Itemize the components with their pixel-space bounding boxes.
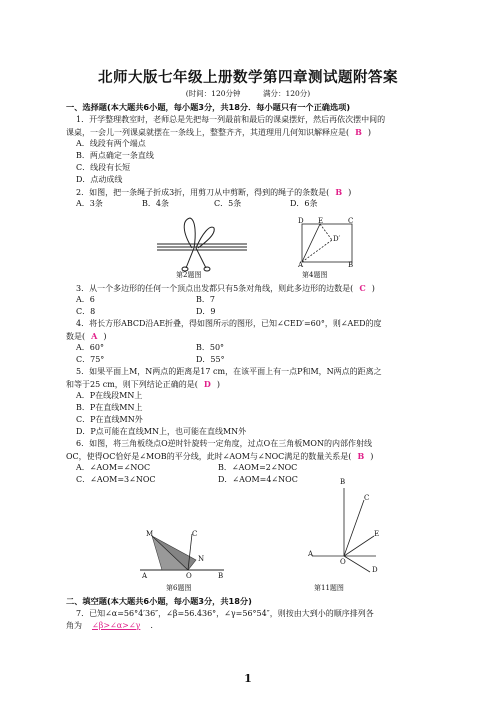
fig4-label-a: A — [298, 261, 304, 269]
q6-option-a: A．∠AOM=∠NOC — [76, 463, 151, 472]
figure-11-caption: 第11题图 — [314, 584, 344, 592]
section-2-heading: 二、填空题(本大题共6小题，每小题3分，共18分) — [66, 596, 252, 606]
q5-option-a: A．P在线段MN上 — [76, 391, 143, 400]
q6-option-b: B．∠AOM=2∠NOC — [218, 463, 298, 472]
q2-answer: B — [335, 187, 343, 197]
q5-line2: 和等于25 cm，则下列结论正确的是( D ) — [66, 379, 220, 389]
fig11-label-b: B — [340, 478, 346, 486]
fig4-label-e: E — [318, 217, 324, 225]
q6-line2: OC，使得OC恰好是∠MOB的平分线，此时∠AOM与∠NOC满足的数量关系是( B ) — [66, 451, 374, 461]
q6-line1: 6．如图，将三角板绕点O逆时针旋转一定角度，过点O在三角板MON的内部作射线 — [76, 439, 372, 448]
q5-option-c: C．P在直线MN外 — [76, 415, 143, 424]
q2-option-d: D．6条 — [290, 199, 318, 208]
q3-option-a: A．6 — [76, 295, 95, 304]
q3-answer: C — [359, 283, 366, 293]
q6-option-c: C．∠AOM=3∠NOC — [76, 475, 156, 484]
q1-line1: 1．开学整理教室时，老师总是先把每一列最前和最后的课桌摆好，然后再依次摆中间的 — [76, 115, 386, 124]
figure-4-caption: 第4题图 — [302, 271, 328, 279]
q6-option-d: D．∠AOM=4∠NOC — [218, 475, 298, 484]
q7-line1: 7．已知∠α=56°4′36″，∠β=56.436°，∠γ=56°54″，则按由大到小的顺序排列各 — [76, 609, 374, 618]
q3-option-b: B．7 — [196, 295, 215, 304]
q4-line1: 4．将长方形ABCD沿AE折叠，得如图所示的图形，已知∠CED′=60°，则∠AED的度 — [76, 319, 382, 328]
q1-option-b: B．两点确定一条直线 — [76, 151, 154, 160]
q5-answer: D — [203, 379, 211, 389]
fig4-label-c: C — [348, 217, 354, 225]
q2-text: 2．如图，把一条绳子折成3折，用剪刀从中剪断，得到的绳子的条数是( B ) — [76, 187, 352, 197]
q4-option-b: B．50° — [196, 343, 225, 352]
q1-answer: B — [355, 127, 362, 137]
q4-line2: 数是( A ) — [66, 331, 107, 341]
figure-2-caption: 第2题图 — [176, 271, 202, 279]
q2-option-b: B．4条 — [142, 199, 169, 208]
fig6-label-c: C — [192, 530, 198, 538]
q3-option-c: C．8 — [76, 307, 96, 316]
q2-option-c: C．5条 — [214, 199, 242, 208]
section-1-heading: 一、选择题(本大题共6小题，每小题3分，共18分．每小题只有一个正确选项) — [66, 102, 351, 112]
q5-option-d: D．P点可能在直线MN上，也可能在直线MN外 — [76, 427, 247, 436]
fig11-label-e: E — [374, 530, 380, 538]
fig11-label-c: C — [364, 494, 370, 502]
q3-text: 3．从一个多边形的任何一个顶点出发都只有5条对角线，则此多边形的边数是( C ) — [76, 283, 375, 293]
q1-option-d: D．点动成线 — [76, 175, 123, 184]
figure-6-caption: 第6题图 — [166, 584, 192, 592]
fig6-label-n: N — [198, 555, 205, 563]
q5-option-b: B．P在直线MN上 — [76, 403, 143, 412]
figure-4 — [296, 218, 356, 268]
fig11-label-o: O — [340, 558, 346, 566]
fig11-label-a: A — [308, 550, 314, 558]
figure-2 — [152, 212, 252, 272]
q6-answer: B — [357, 451, 365, 461]
exam-meta: (时间：120分钟 满分：120分) — [185, 89, 311, 98]
fig4-label-dprime: D′ — [333, 235, 341, 243]
q3-option-d: D．9 — [196, 307, 216, 316]
fig4-label-d: D — [298, 217, 304, 225]
q5-line1: 5．如果平面上M，N两点的距离是17 cm，在该平面上有一点P和M，N两点的距离之 — [76, 367, 382, 376]
fig6-label-b: B — [218, 572, 224, 580]
fig6-label-o: O — [186, 572, 192, 580]
q4-answer: A — [91, 331, 98, 341]
q1-line2: 课桌，一会儿一列课桌就摆在一条线上，整整齐齐，其道理用几何知识解释应是( B ) — [66, 127, 372, 137]
document-title: 北师大版七年级上册数学第四章测试题附答案 — [98, 70, 398, 86]
page-number: 1 — [244, 672, 252, 685]
q4-option-d: D．55° — [196, 355, 225, 364]
fig11-label-d: D — [372, 566, 378, 574]
q2-option-a: A．3条 — [76, 199, 103, 208]
q7-answer: ∠β>∠α>∠γ — [92, 621, 141, 630]
q4-option-a: A．60° — [76, 343, 104, 352]
fig6-label-m: M — [146, 530, 154, 538]
q1-option-a: A．线段有两个端点 — [76, 139, 146, 148]
q7-line2: 角为 ∠β>∠α>∠γ . — [66, 621, 153, 630]
q1-option-c: C．线段有长短 — [76, 163, 131, 172]
q4-option-c: C．75° — [76, 355, 105, 364]
fig6-label-a: A — [142, 572, 148, 580]
fig4-label-b: B — [348, 261, 354, 269]
